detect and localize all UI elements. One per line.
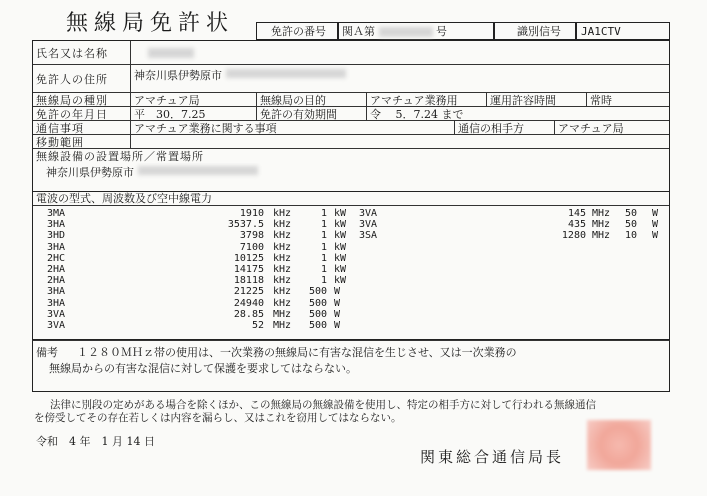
equipment-power: 50 xyxy=(624,208,637,219)
equipment-mode: 3VA xyxy=(359,219,378,231)
date-value: 平 30．7.25 xyxy=(131,107,257,120)
equipment-unit: kHz xyxy=(273,286,292,298)
form-row-location-value xyxy=(33,163,669,191)
equipment-power: 1 xyxy=(320,241,327,253)
station-type-label: 無線局の種別 xyxy=(33,93,131,106)
date-label: 免許の年月日 xyxy=(33,107,131,120)
license-number-prefix: 関Ａ第 xyxy=(342,25,375,38)
equipment-freq: 18118 xyxy=(233,275,264,287)
issue-date: 令和 4 年 1 月 14 日 xyxy=(36,435,155,448)
equipment-mode: 3VA xyxy=(47,308,66,320)
equipment-power: 1 xyxy=(320,252,327,264)
remarks-line-2: 無線局からの有害な混信に対して保護を要求してはならない。 xyxy=(49,362,357,375)
equipment-punit: W xyxy=(334,297,341,309)
equipment-mode: 3HA xyxy=(47,219,66,231)
equipment-punit: W xyxy=(652,230,659,242)
hours-label: 運用許容時間 xyxy=(487,93,587,106)
form-row-address xyxy=(33,65,669,93)
issuer-name: 関東総合通信局長 xyxy=(420,448,565,466)
equipment-freq: 52 xyxy=(251,320,264,331)
name-label: 氏名又は名称 xyxy=(33,41,131,64)
equipment-power: 500 xyxy=(308,320,327,331)
equipment-freq: 28.85 xyxy=(233,308,264,320)
equipment-unit: MHz xyxy=(273,320,292,331)
address-value-cell xyxy=(131,65,671,92)
validity-value: 令 5．7.24 まで xyxy=(370,107,464,120)
station-type-value: アマチュア局 xyxy=(131,93,257,106)
equipment-power: 10 xyxy=(624,230,637,242)
partner-value: アマチュア局 xyxy=(558,121,624,134)
redacted-number xyxy=(379,27,433,37)
equipment-freq: 1280 xyxy=(561,230,586,242)
equipment-unit: kHz xyxy=(273,275,292,287)
equipment-unit: MHz xyxy=(592,219,611,231)
location-value-cell xyxy=(43,163,643,191)
equipment-mode: 2HA xyxy=(47,275,66,287)
license-number-label: 免許の番号 xyxy=(256,22,338,40)
equipment-mode: 3HA xyxy=(47,241,66,253)
form-row-dates xyxy=(33,107,669,121)
equipment-unit: kHz xyxy=(273,252,292,264)
equipment-section xyxy=(32,192,670,340)
equipment-power: 500 xyxy=(308,286,327,298)
equipment-mode: 3HA xyxy=(47,297,66,309)
form-row-name xyxy=(33,41,669,65)
remarks-section xyxy=(32,340,670,392)
equipment-mode: 3VA xyxy=(359,208,378,219)
equipment-freq: 24940 xyxy=(233,297,264,309)
equipment-unit: kHz xyxy=(273,219,292,231)
equipment-unit: kHz xyxy=(273,230,292,242)
equipment-header: 電波の型式、周波数及び空中線電力 xyxy=(33,192,669,206)
equipment-mode: 3SA xyxy=(359,230,378,242)
equipment-unit: kHz xyxy=(273,297,292,309)
equipment-mode: 2HA xyxy=(47,264,66,275)
equipment-freq: 3537.5 xyxy=(227,219,264,231)
address-label: 免許人の住所 xyxy=(33,65,131,92)
equipment-freq: 10125 xyxy=(233,252,264,264)
equipment-power: 500 xyxy=(308,308,327,320)
purpose-value: アマチュア業務用 xyxy=(367,93,487,106)
equipment-mode: 3VA xyxy=(47,320,66,331)
remarks-label: 備考 xyxy=(36,346,58,359)
equipment-freq: 435 xyxy=(567,219,586,231)
location-label: 無線設備の設置場所／常置場所 xyxy=(36,150,204,163)
equipment-power: 1 xyxy=(320,230,327,242)
form-row-type xyxy=(33,93,669,107)
mobile-value xyxy=(131,135,671,148)
equipment-punit: W xyxy=(334,286,341,298)
validity-label: 免許の有効期間 xyxy=(257,107,367,120)
license-number-field xyxy=(338,22,494,40)
equipment-power: 1 xyxy=(320,264,327,275)
location-value: 神奈川県伊勢原市 xyxy=(46,166,134,179)
equipment-unit: MHz xyxy=(592,208,611,219)
equipment-punit: kW xyxy=(334,230,347,242)
redacted-address xyxy=(226,69,346,78)
equipment-mode: 3HA xyxy=(47,286,66,298)
equipment-mode: 3HD xyxy=(47,230,66,242)
official-seal xyxy=(587,420,651,470)
equipment-power: 1 xyxy=(320,219,327,231)
address-value: 神奈川県伊勢原市 xyxy=(134,69,222,82)
equipment-punit: kW xyxy=(334,275,347,287)
equipment-mode: 3MA xyxy=(47,208,66,219)
equipment-freq: 1910 xyxy=(239,208,264,219)
name-value xyxy=(131,41,671,64)
equipment-unit: MHz xyxy=(592,230,611,242)
callsign-value: JA1CTV xyxy=(576,22,670,40)
equipment-unit: kHz xyxy=(273,241,292,253)
license-form xyxy=(32,40,670,192)
equipment-mode: 2HC xyxy=(47,252,66,264)
equipment-punit: W xyxy=(652,208,659,219)
form-row-comm xyxy=(33,121,669,135)
equipment-unit: kHz xyxy=(273,208,292,219)
equipment-punit: kW xyxy=(334,208,347,219)
equipment-freq: 14175 xyxy=(233,264,264,275)
form-row-mobile xyxy=(33,135,669,149)
comm-label: 通信事項 xyxy=(33,121,131,134)
equipment-unit: MHz xyxy=(273,308,292,320)
equipment-freq: 21225 xyxy=(233,286,264,298)
equipment-power: 1 xyxy=(320,208,327,219)
equipment-freq: 145 xyxy=(567,208,586,219)
form-row-location-label xyxy=(33,149,669,163)
callsign-label: 識別信号 xyxy=(494,22,576,40)
license-number-suffix: 号 xyxy=(436,25,447,38)
redacted-location xyxy=(138,166,258,175)
equipment-punit: kW xyxy=(334,252,347,264)
equipment-power: 1 xyxy=(320,275,327,287)
comm-value: アマチュア業務に関する事項 xyxy=(131,121,455,134)
equipment-power: 500 xyxy=(308,297,327,309)
legal-line-2: を傍受してその存在若しくは内容を漏らし、又はこれを窃用してはならない。 xyxy=(34,412,402,424)
equipment-punit: W xyxy=(334,308,341,320)
equipment-punit: kW xyxy=(334,264,347,275)
equipment-freq: 3798 xyxy=(239,230,264,242)
equipment-unit: kHz xyxy=(273,264,292,275)
mobile-label: 移動範囲 xyxy=(33,135,131,148)
hours-value: 常時 xyxy=(590,93,612,106)
equipment-punit: W xyxy=(334,320,341,331)
purpose-label: 無線局の目的 xyxy=(257,93,367,106)
document-title: 無線局免許状 xyxy=(66,11,235,36)
equipment-punit: W xyxy=(652,219,659,231)
redacted-name xyxy=(148,48,194,58)
legal-line-1: 法律に別段の定めがある場合を除くほか、この無線局の無線設備を使用し、特定の相手方に対して行われる無線通信 xyxy=(50,399,596,411)
equipment-punit: kW xyxy=(334,219,347,231)
equipment-punit: kW xyxy=(334,241,347,253)
remarks-line-1: １２８０ＭＨｚ帯の使用は、一次業務の無線局に有害な混信を生じさせ、又は一次業務の xyxy=(77,346,517,359)
equipment-freq: 7100 xyxy=(239,241,264,253)
equipment-power: 50 xyxy=(624,219,637,231)
partner-label: 通信の相手方 xyxy=(455,121,555,134)
